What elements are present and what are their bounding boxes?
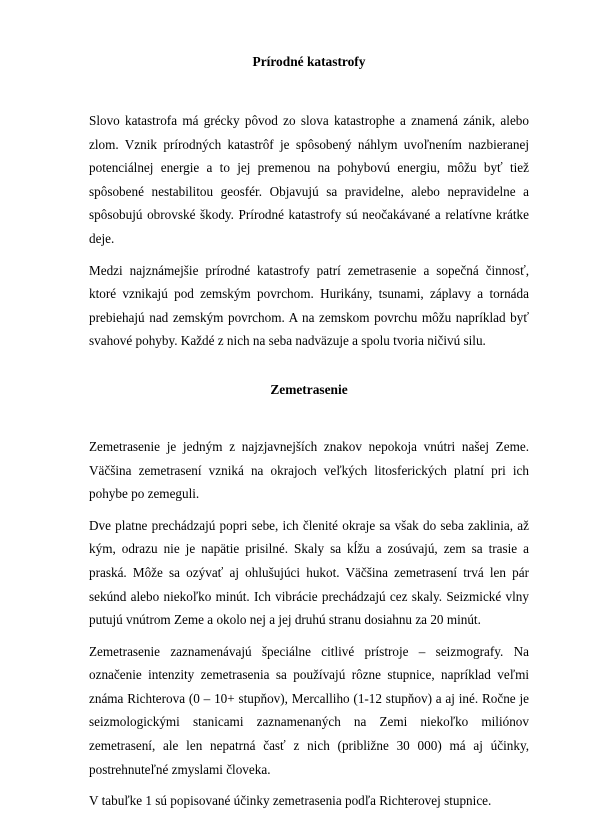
section-heading: Zemetrasenie — [270, 381, 348, 397]
paragraph-section-1: Zemetrasenie je jedným z najzjavnejších znakov nepokoja vnútri našej Zeme. Väčšina zemetrasení vzniká na okrajoch veľkých litosferických platní pri ich pohybe po zemeguli. — [89, 438, 529, 502]
paragraph-section-3: Zemetrasenie zaznamenávajú špeciálne citlivé prístroje – seizmografy. Na označenie intenzity zemetrasenia sa používajú rôzne stupnice, napríklad veľmi známa Richterova (0 – 10+ stupňov), Mercalliho (1-12 stupňov) a aj iné. Ročne je seizmologickými stanicami zaznamenaných na Zemi niekoľko miliónov zemetrasení, ale len nepatrná časť z nich (približne 30 000) má aj účinky, postrehnuteľné zmyslami človeka. — [89, 643, 529, 777]
document-title: Prírodné katastrofy — [252, 54, 366, 69]
paragraph-intro-1: Slovo katastrofa má grécky pôvod zo slova katastrophe a znamená zánik, alebo zlom. Vznik prírodných katastrôf je spôsobený náhlym uvoľnením nazbieranej potenciálnej energie a to jej premenou na pohybovú energiu, môžu byť tiež spôsobené nestabilitou geosfér. Objavujú sa pravidelne, alebo nepravidelne a spôsobujú obrovské škody. Prírodné katastrofy sú neočakávané a relatívne krátke deje. — [89, 113, 529, 246]
paragraph-section-4: V tabuľke 1 sú popisované účinky zemetrasenia podľa Richterovej stupnice. — [89, 793, 492, 809]
document-body — [89, 52, 529, 821]
paragraph-section-2: Dve platne prechádzajú popri sebe, ich členité okraje sa však do seba zaklinia, až kým, odrazu nie je napätie prisilné. Skaly sa kĺžu a zosúvajú, zem sa trasie a praská. Môže sa ozývať aj ohlušujúci hukot. Väčšina zemetrasení trvá len pár sekúnd alebo niekoľko minút. Ich vibrácie prechádzajú cez skaly. Seizmické vlny putujú vnútrom Zeme a okolo nej a jej druhú stranu dosiahnu za 20 minút. — [89, 517, 529, 628]
paragraph-intro-2: Medzi najznámejšie prírodné katastrofy patrí zemetrasenie a sopečná činnosť, ktoré vznikajú pod zemským povrchom. Hurikány, tsunami, záplavy a tornáda prebiehajú nad zemským povrchom. A na zemskom povrchu môžu napríklad byť svahové pohyby. Každé z nich na seba nadväzuje a spolu tvoria ničivú silu. — [89, 262, 529, 349]
